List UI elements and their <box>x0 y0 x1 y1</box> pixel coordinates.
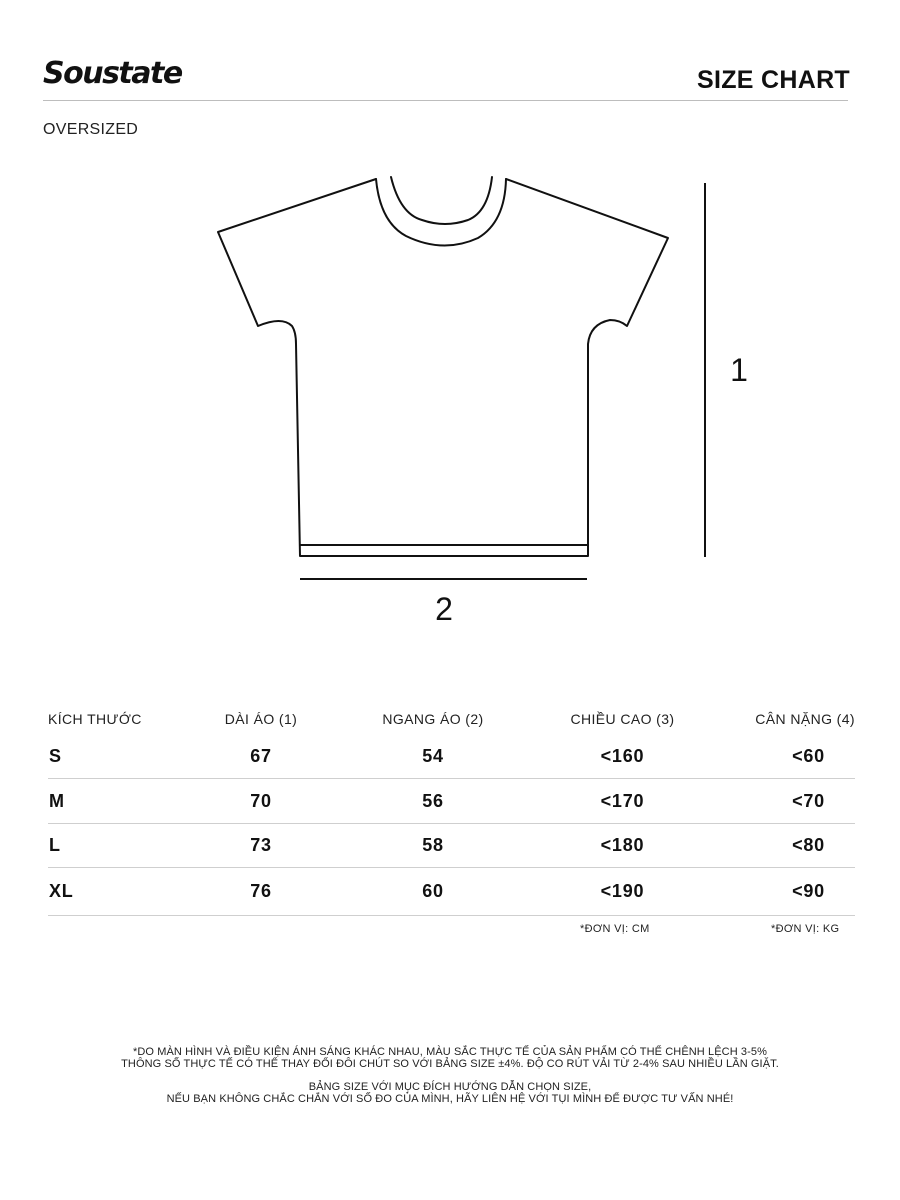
cell-width: 54 <box>342 735 524 779</box>
cell-size: L <box>48 824 180 868</box>
disclaimer-line: THÔNG SỐ THỰC TẾ CÓ THỂ THAY ĐỔI ĐÔI CHÚT SO VỚI BẢNG SIZE ±4%. ĐỘ CO RÚT VẢI TỪ 2-4% SAU NHIỀU LẦN GIẶT. <box>121 1058 779 1070</box>
cell-weight: <90 <box>721 868 855 916</box>
header-divider <box>43 100 848 101</box>
cell-length: 73 <box>180 824 342 868</box>
cell-size: S <box>48 735 180 779</box>
disclaimer-line: BẢNG SIZE VỚI MỤC ĐÍCH HƯỚNG DẪN CHỌN SIZE, <box>308 1081 592 1093</box>
cell-length: 76 <box>180 868 342 916</box>
cell-height: <170 <box>524 779 721 824</box>
table-row <box>48 735 855 779</box>
page-title: SIZE CHART <box>697 66 850 94</box>
cell-size: XL <box>48 868 180 916</box>
col-header-size: KÍCH THƯỚC <box>48 711 142 727</box>
disclaimer-line: *DO MÀN HÌNH VÀ ĐIỀU KIỆN ÁNH SÁNG KHÁC NHAU, MÀU SẮC THỰC TẾ CỦA SẢN PHẨM CÓ THỂ CHÊNH LỆCH 3-5% <box>133 1046 767 1058</box>
cell-size: M <box>48 779 180 824</box>
table-row <box>48 779 855 824</box>
col-header-weight: CÂN NẶNG (4) <box>755 711 855 727</box>
table-header-row <box>48 707 855 735</box>
unit-note-cm: *ĐƠN VỊ: CM <box>580 923 650 935</box>
col-header-width: NGANG ÁO (2) <box>382 711 484 727</box>
unit-note-kg: *ĐƠN VỊ: KG <box>771 923 840 935</box>
cell-length: 70 <box>180 779 342 824</box>
disclaimer-color-note <box>60 1046 840 1070</box>
cell-width: 56 <box>342 779 524 824</box>
cell-width: 58 <box>342 824 524 868</box>
length-measure-label: 1 <box>730 352 748 388</box>
brand-logo: Soustate <box>43 56 182 91</box>
cell-weight: <60 <box>721 735 855 779</box>
size-table <box>48 707 855 916</box>
disclaimer-contact-note <box>60 1081 840 1105</box>
cell-height: <180 <box>524 824 721 868</box>
col-header-length: DÀI ÁO (1) <box>224 711 298 727</box>
cell-weight: <80 <box>721 824 855 868</box>
cell-weight: <70 <box>721 779 855 824</box>
width-measure-label: 2 <box>435 591 453 627</box>
cell-width: 60 <box>342 868 524 916</box>
cell-height: <190 <box>524 868 721 916</box>
col-header-height: CHIỀU CAO (3) <box>570 711 675 727</box>
tshirt-outline <box>218 177 668 556</box>
cell-height: <160 <box>524 735 721 779</box>
tshirt-diagram <box>0 150 900 650</box>
table-row <box>48 824 855 868</box>
disclaimer-line: NẾU BẠN KHÔNG CHẮC CHẮN VỚI SỐ ĐO CỦA MÌNH, HÃY LIÊN HỆ VỚI TỤI MÌNH ĐỂ ĐƯỢC TƯ VẤN NHÉ! <box>166 1093 734 1105</box>
fit-type-label: OVERSIZED <box>43 121 139 138</box>
table-row <box>48 868 855 916</box>
cell-length: 67 <box>180 735 342 779</box>
